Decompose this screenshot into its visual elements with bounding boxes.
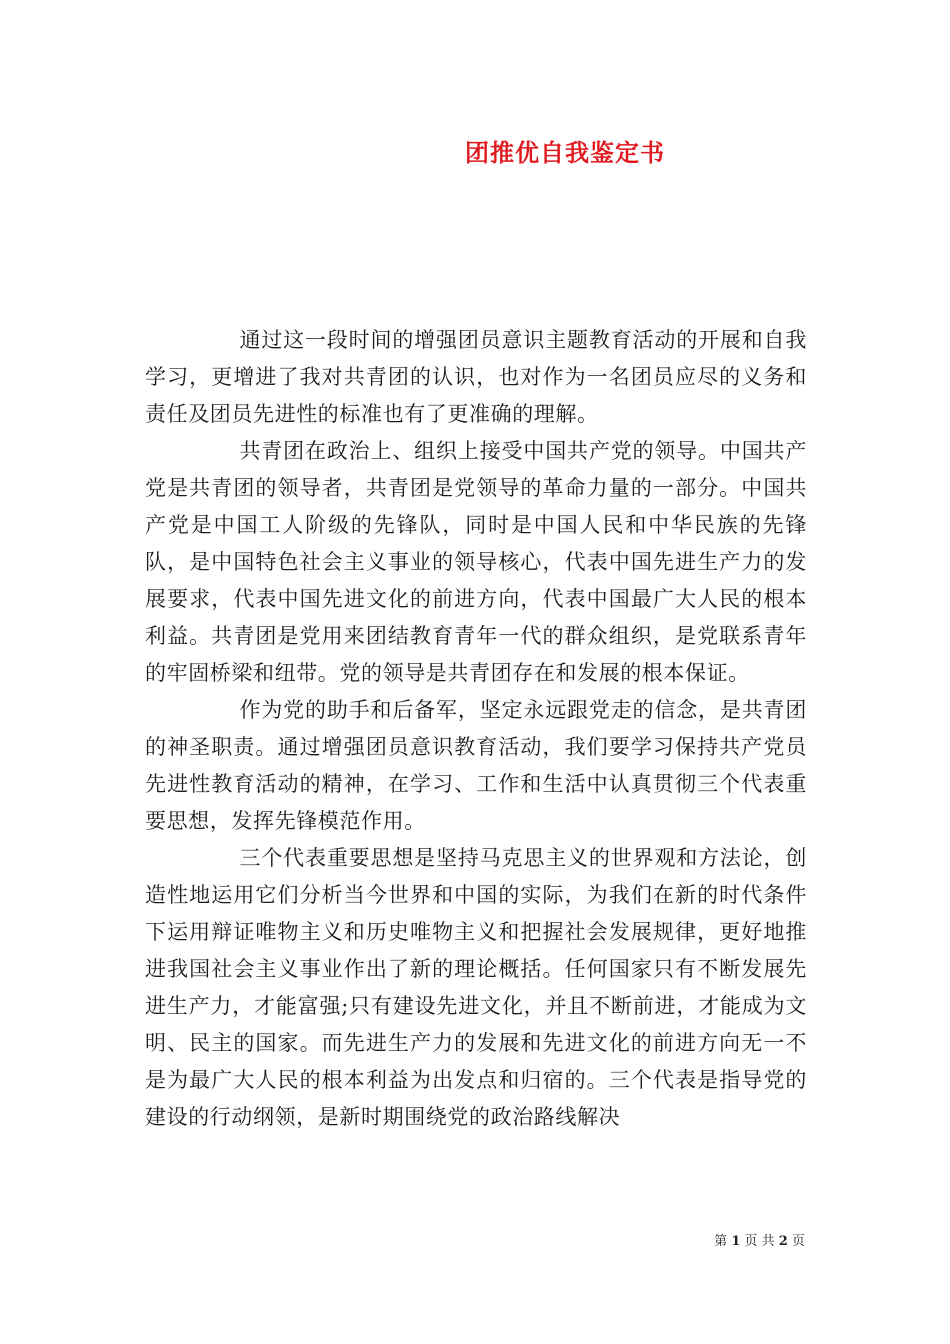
footer-suffix: 页 — [791, 1234, 805, 1249]
document-body — [145, 322, 807, 1136]
paragraph-4: 三个代表重要思想是坚持马克思主义的世界观和方法论，创造性地运用它们分析当今世界和中国的实际，为我们在新的时代条件下运用辩证唯物主义和历史唯物主义和把握社会发展规律，更好地推进我国社会主义事业作出了新的理论概括。任何国家只有不断发展先进生产力，才能富强;只有建设先进文化，并且不断前进，才能成为文明、民主的国家。而先进生产力的发展和先进文化的前进方向无一不是为最广大人民的根本利益为出发点和归宿的。三个代表是指导党的建设的行动纲领，是新时期围绕党的政治路线解决 — [145, 846, 807, 1129]
footer-current-page: 1 — [731, 1234, 741, 1249]
footer-total-pages: 2 — [778, 1234, 788, 1249]
paragraph-3: 作为党的助手和后备军，坚定永远跟党走的信念，是共青团的神圣职责。通过增强团员意识教育活动，我们要学习保持共产党员先进性教育活动的精神，在学习、工作和生活中认真贯彻三个代表重要思想，发挥先锋模范作用。 — [145, 698, 807, 833]
paragraph-2: 共青团在政治上、组织上接受中国共产党的领导。中国共产党是共青团的领导者，共青团是党领导的革命力量的一部分。中国共产党是中国工人阶级的先锋队，同时是中国人民和中华民族的先锋队，是中国特色社会主义事业的领导核心，代表中国先进生产力的发展要求，代表中国先进文化的前进方向，代表中国最广大人民的根本利益。共青团是党用来团结教育青年一代的群众组织，是党联系青年的牢固桥梁和纽带。党的领导是共青团存在和发展的根本保证。 — [145, 439, 807, 685]
page-footer — [714, 1230, 805, 1249]
footer-middle: 页 共 — [744, 1234, 775, 1249]
paragraph-1: 通过这一段时间的增强团员意识主题教育活动的开展和自我学习，更增进了我对共青团的认识，也对作为一名团员应尽的义务和责任及团员先进性的标准也有了更准确的理解。 — [145, 328, 807, 426]
document-title: 团推优自我鉴定书 — [465, 138, 665, 167]
footer-prefix: 第 — [714, 1234, 728, 1249]
